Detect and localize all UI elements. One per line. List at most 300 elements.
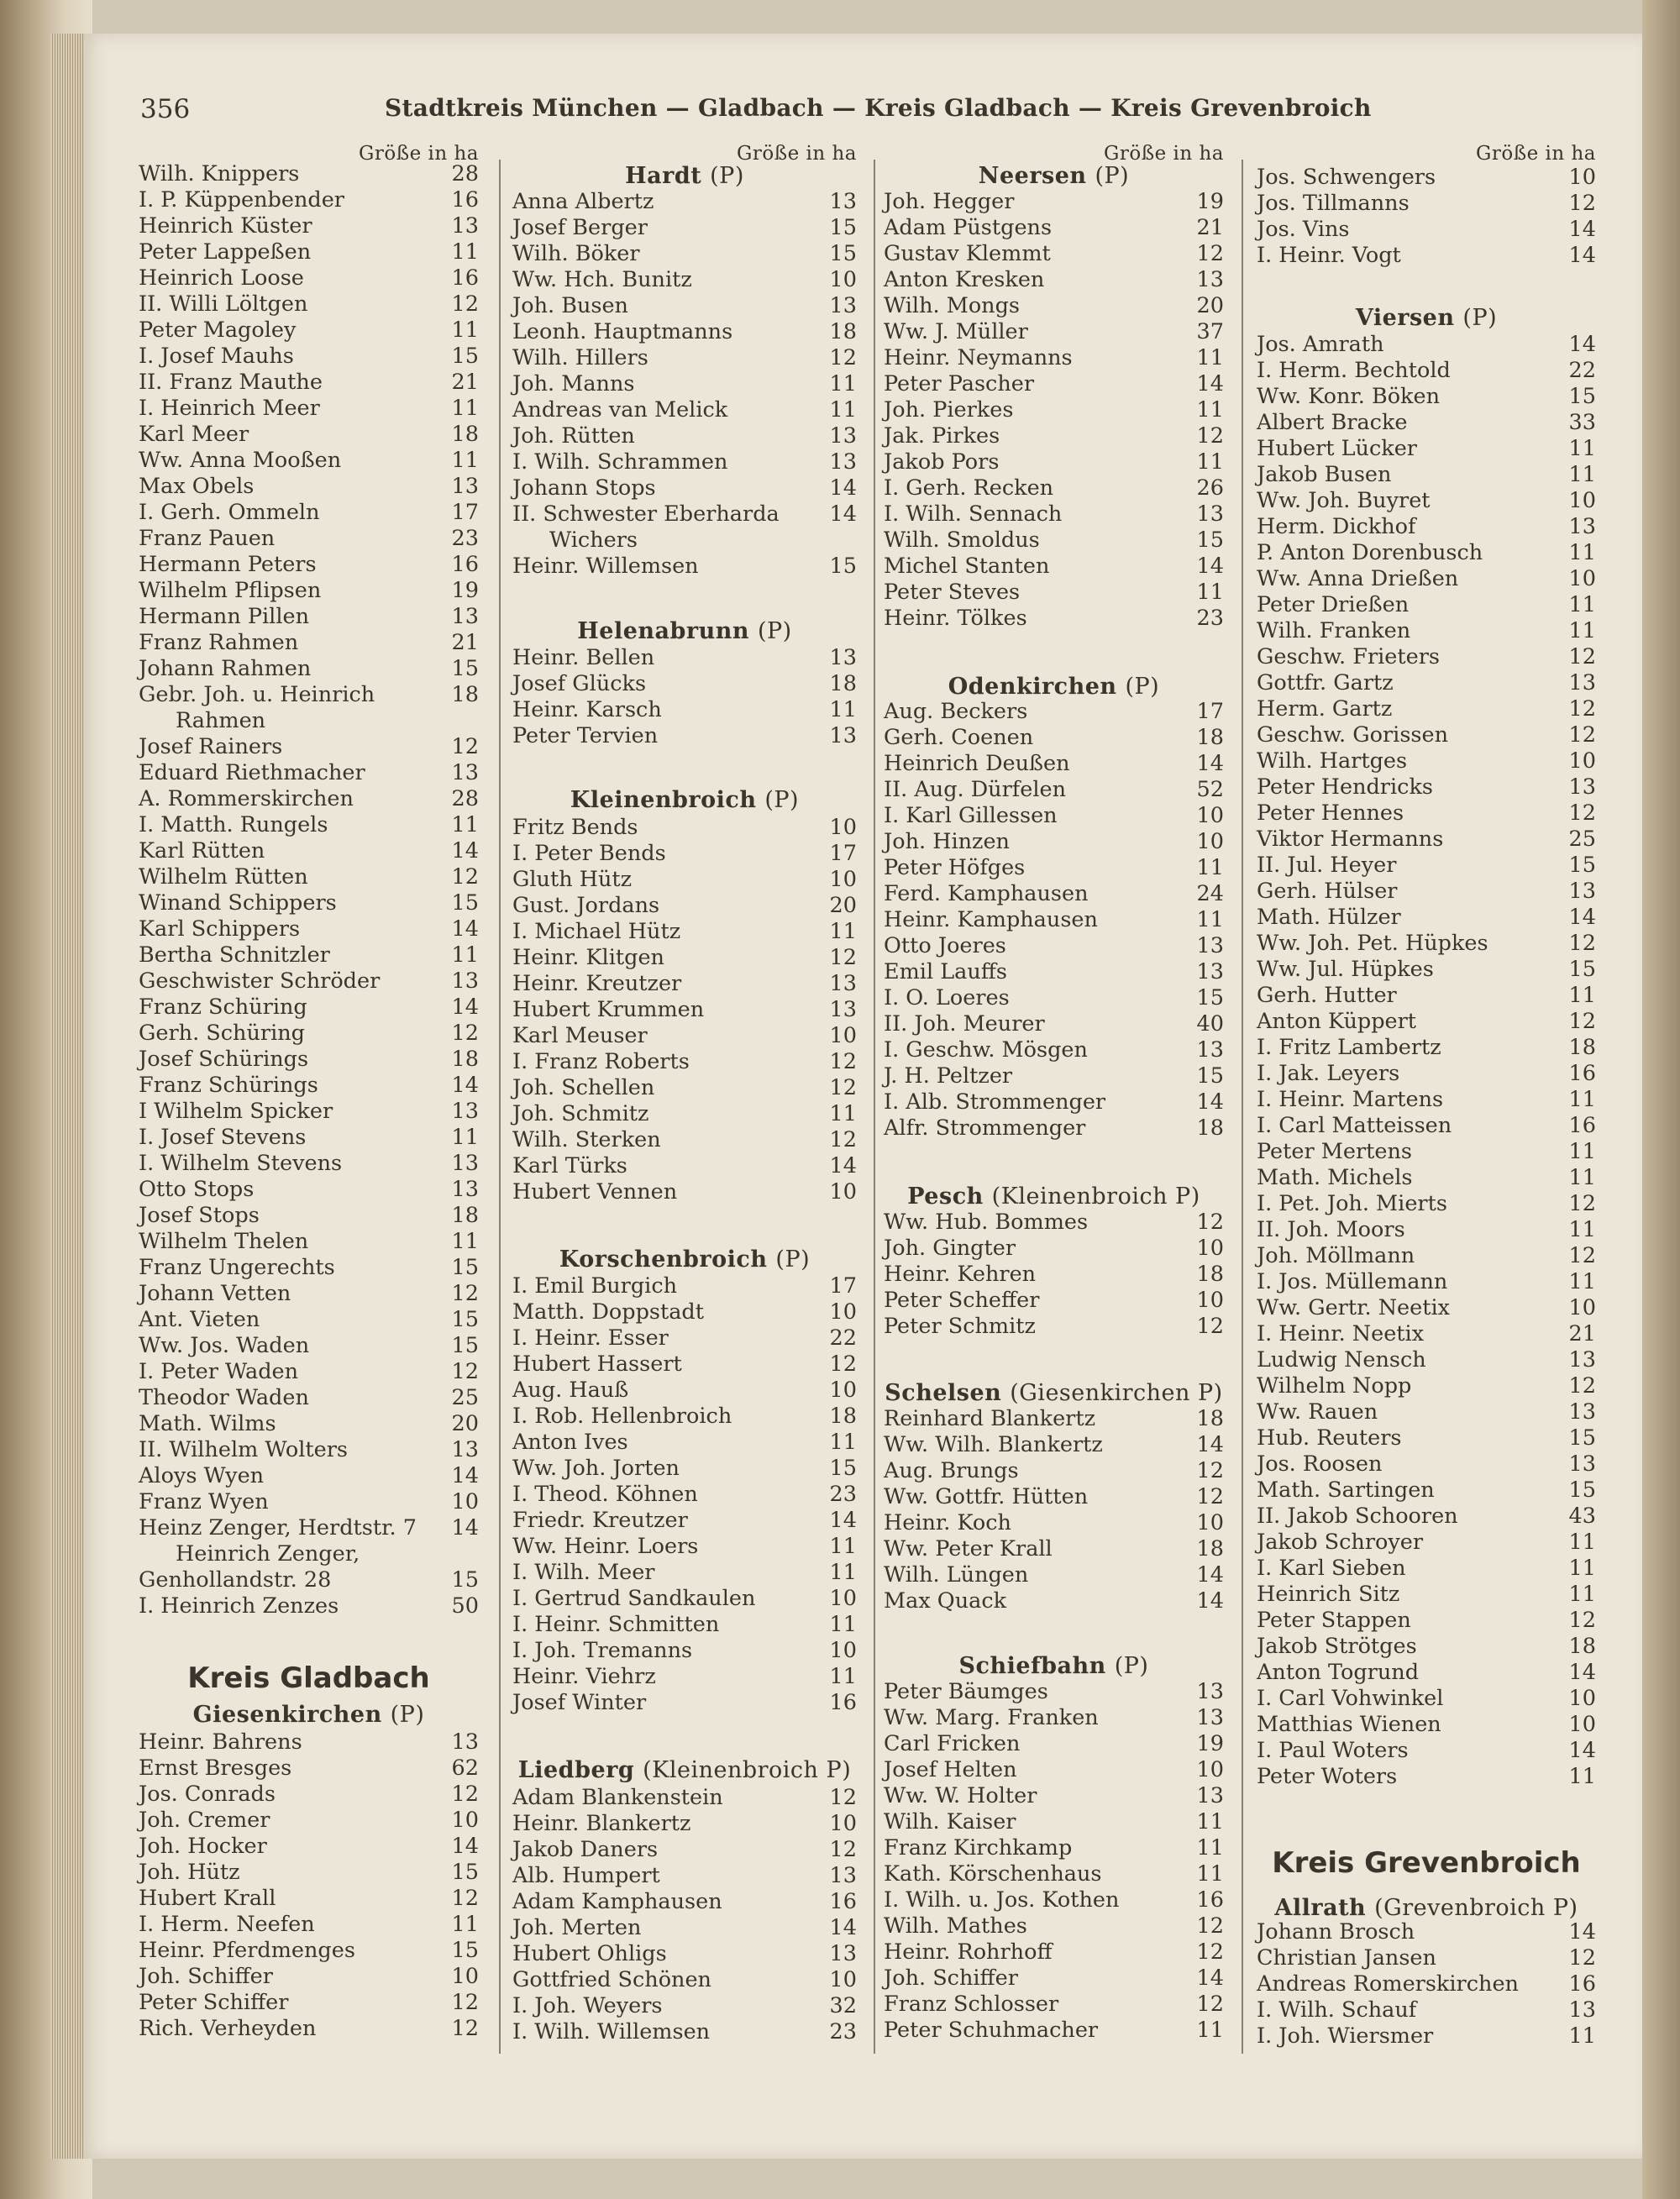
table-row [1257, 1634, 1596, 1659]
table-row [512, 1915, 857, 1940]
owner-name: Jakob Strötges [1257, 1634, 1417, 1659]
owner-name: Ww. Heinr. Loers [512, 1534, 699, 1559]
owner-name: Friedr. Kreutzer [512, 1508, 688, 1533]
owner-name: Otto Stops [139, 1177, 255, 1202]
owner-name: Josef Stops [139, 1203, 260, 1228]
area-ha: 13 [829, 997, 857, 1022]
owner-name: Bertha Schnitzler [139, 942, 330, 968]
table-row [139, 448, 479, 473]
table-row [1257, 514, 1596, 539]
table-row [139, 422, 479, 447]
section-tag: (Giesenkirchen P) [1010, 1380, 1223, 1406]
owner-name: II. Franz Mauthe [139, 370, 323, 395]
area-ha: 20 [1196, 293, 1224, 318]
area-ha: 20 [829, 893, 857, 918]
area-ha: 12 [1568, 1608, 1596, 1633]
owner-name: I. Alb. Strommenger [884, 1089, 1106, 1115]
owner-name: Geschwister Schröder [139, 968, 381, 994]
area-ha: 12 [1568, 1191, 1596, 1216]
area-ha: 11 [451, 1912, 479, 1937]
owner-name: Herm. Dickhof [1257, 514, 1416, 539]
table-row [884, 423, 1224, 449]
section-name: Neersen [978, 163, 1087, 189]
table-row [512, 723, 857, 748]
section-tag: (P) [390, 1702, 425, 1728]
area-ha: 21 [1568, 1321, 1596, 1346]
area-ha: 14 [451, 1463, 479, 1488]
table-row [884, 1809, 1224, 1834]
table-row [512, 1404, 857, 1429]
area-ha: 11 [1196, 1861, 1224, 1887]
owner-name: I. Paul Woters [1257, 1738, 1409, 1763]
owner-name: I. Heinrich Zenzes [139, 1593, 339, 1619]
column-header: Größe in ha [736, 143, 857, 165]
area-ha: 11 [1568, 1530, 1596, 1555]
table-row [884, 1484, 1224, 1509]
owner-name: Heinr. Kamphausen [884, 907, 1098, 932]
section-name: Schiefbahn [958, 1653, 1106, 1679]
area-ha: 12 [1196, 1210, 1224, 1235]
area-ha: 14 [1568, 1738, 1596, 1763]
area-ha: 11 [451, 1229, 479, 1254]
owner-name: Jos. Amrath [1257, 332, 1384, 357]
owner-name: Fritz Bends [512, 815, 638, 840]
area-ha: 11 [829, 1664, 857, 1689]
owner-name: Albert Bracke [1257, 410, 1408, 435]
table-row [1257, 191, 1596, 216]
table-row [884, 319, 1224, 344]
table-row [1257, 1451, 1596, 1477]
owner-name: I. Rob. Hellenbroich [512, 1404, 732, 1429]
owner-name: I. Carl Matteissen [1257, 1113, 1452, 1138]
table-row [884, 1965, 1224, 1991]
table-row [884, 397, 1224, 422]
area-ha: 21 [1196, 215, 1224, 240]
area-ha: 13 [451, 1729, 479, 1755]
owner-name: Joh. Schmitz [512, 1101, 649, 1126]
owner-name: Matthias Wienen [1257, 1712, 1441, 1737]
owner-name: Franz Schlosser [884, 1992, 1059, 2017]
table-row [139, 1912, 479, 1937]
owner-name: Herm. Gartz [1257, 696, 1393, 722]
area-ha: 11 [451, 942, 479, 968]
owner-name: Josef Rainers [139, 734, 283, 759]
owner-name: A. Rommerskirchen [139, 786, 354, 811]
owner-name: Joh. Schiffer [139, 1964, 273, 1989]
owner-name: Wilhelm Rütten [139, 864, 308, 890]
area-ha: 14 [451, 1515, 479, 1540]
owner-name: Karl Schippers [139, 916, 301, 942]
table-row [139, 552, 479, 577]
area-ha: 13 [1568, 514, 1596, 539]
area-ha: 11 [1196, 345, 1224, 370]
owner-name: Wilh. Smoldus [884, 527, 1040, 553]
owner-name: I. Wilh. Willemsen [512, 2019, 711, 2044]
area-ha: 11 [829, 1430, 857, 1455]
table-row [512, 345, 857, 370]
area-ha: 12 [451, 2016, 479, 2041]
area-ha: 14 [1196, 1562, 1224, 1588]
area-ha: 11 [829, 1534, 857, 1559]
table-row [512, 293, 857, 318]
owner-name: Hub. Reuters [1257, 1425, 1402, 1451]
owner-name: Wichers [549, 527, 638, 553]
owner-name: Wilh. Lüngen [884, 1562, 1029, 1588]
area-ha: 18 [829, 671, 857, 696]
table-row [884, 959, 1224, 984]
area-ha: 19 [451, 578, 479, 603]
table-row [512, 1811, 857, 1836]
owner-name: I. Joh. Tremanns [512, 1638, 693, 1663]
area-ha: 18 [1196, 1262, 1224, 1287]
page-number: 356 [140, 94, 191, 124]
owner-name: Jos. Roosen [1257, 1451, 1383, 1477]
table-row [884, 267, 1224, 292]
owner-name: Math. Hülzer [1257, 905, 1401, 930]
area-ha: 14 [451, 1834, 479, 1859]
owner-name: Heinr. Blankertz [512, 1811, 691, 1836]
owner-name: Wilh. Knippers [139, 161, 300, 186]
owner-name: Adam Püstgens [884, 215, 1053, 240]
owner-name: Franz Schürings [139, 1073, 318, 1098]
owner-name: I. Karl Sieben [1257, 1556, 1406, 1581]
column-divider [499, 160, 501, 2054]
table-row [884, 1314, 1224, 1339]
owner-name: I. Carl Vohwinkel [1257, 1686, 1444, 1711]
area-ha: 11 [1196, 1809, 1224, 1834]
area-ha: 15 [1568, 957, 1596, 982]
table-row [1257, 1139, 1596, 1164]
owner-name: Peter Magoley [139, 318, 297, 343]
area-ha: 11 [829, 1612, 857, 1637]
table-row [1257, 618, 1596, 643]
area-ha: 12 [451, 1281, 479, 1306]
area-ha: 23 [1196, 606, 1224, 631]
table-row [884, 803, 1224, 828]
area-ha: 16 [829, 1690, 857, 1715]
table-row [884, 1562, 1224, 1588]
table-row [884, 371, 1224, 396]
table-row [139, 344, 479, 369]
table-row [884, 1089, 1224, 1115]
owner-name: I. Jak. Leyers [1257, 1061, 1400, 1086]
area-ha: 17 [1196, 699, 1224, 724]
owner-name: II. Wilhelm Wolters [139, 1437, 348, 1462]
section-name: Allrath [1274, 1895, 1367, 1921]
area-ha: 10 [829, 1638, 857, 1663]
owner-name: Heinrich Küster [139, 213, 312, 239]
area-ha: 14 [451, 916, 479, 942]
owner-name: Heinr. Kehren [884, 1262, 1037, 1287]
owner-name: Ww. Gottfr. Hütten [884, 1484, 1089, 1509]
section-tag: (P) [710, 163, 744, 189]
owner-name: Gerh. Coenen [884, 725, 1034, 750]
owner-name: Peter Schiffer [139, 1990, 289, 2015]
table-row [884, 501, 1224, 527]
owner-name: Ww. Wilh. Blankertz [884, 1432, 1103, 1457]
table-row [512, 1325, 857, 1351]
owner-name: Karl Rütten [139, 838, 265, 863]
area-ha: 13 [451, 968, 479, 994]
table-row [884, 189, 1224, 214]
owner-name: Otto Joeres [884, 933, 1006, 958]
table-row [512, 1837, 857, 1862]
owner-name: II. Jul. Heyer [1257, 853, 1397, 878]
owner-name: I. O. Loeres [884, 985, 1010, 1010]
area-ha: 12 [829, 1075, 857, 1100]
owner-name: Josef Helten [884, 1757, 1017, 1782]
table-row [884, 1236, 1224, 1261]
area-ha: 14 [451, 1073, 479, 1098]
section-tag: (Kleinenbroich P) [643, 1757, 852, 1783]
table-row [512, 997, 857, 1022]
area-ha: 15 [451, 890, 479, 916]
owner-name: Heinr. Bellen [512, 645, 655, 670]
area-ha: 10 [1568, 566, 1596, 591]
owner-name: Wilh. Hillers [512, 345, 648, 370]
section-heading [884, 1653, 1224, 1679]
table-row [884, 1288, 1224, 1313]
column-1 [139, 143, 479, 2075]
owner-name: Wilh. Kaiser [884, 1809, 1016, 1834]
owner-name: Gebr. Joh. u. Heinrich [139, 682, 375, 707]
area-ha: 15 [451, 1333, 479, 1358]
table-row [512, 815, 857, 840]
page-header: Stadtkreis München — Gladbach — Kreis Gladbach — Kreis Grevenbroich [385, 94, 1372, 122]
section-heading [1257, 305, 1596, 331]
owner-name: Alfr. Strommenger [884, 1115, 1086, 1141]
section-tag: (P) [757, 618, 792, 644]
owner-name: Ww. Joh. Jorten [512, 1456, 680, 1481]
table-row [1257, 217, 1596, 242]
table-row [884, 1262, 1224, 1287]
owner-name: Hubert Ohligs [512, 1941, 667, 1966]
owner-name: Anton Kresken [884, 267, 1045, 292]
owner-name: I. Joh. Weyers [512, 1993, 663, 2018]
area-ha: 10 [1196, 1757, 1224, 1782]
area-ha: 11 [1196, 855, 1224, 880]
table-row [884, 1731, 1224, 1756]
area-ha: 10 [1196, 803, 1224, 828]
owner-name: I. Heinr. Vogt [1257, 243, 1401, 268]
table-row [512, 1378, 857, 1403]
owner-name: Wilh. Hartges [1257, 748, 1408, 774]
table-row [139, 682, 479, 707]
owner-name: Anna Albertz [512, 189, 654, 214]
owner-name: Ww. Peter Krall [884, 1536, 1053, 1561]
table-row [139, 1047, 479, 1072]
area-ha: 15 [829, 554, 857, 579]
area-ha: 12 [1196, 1314, 1224, 1339]
table-row [1257, 1686, 1596, 1711]
table-row [512, 501, 857, 527]
table-row [884, 345, 1224, 370]
owner-name: Joh. Pierkes [884, 397, 1014, 422]
owner-name: Ww. Hch. Bunitz [512, 267, 692, 292]
owner-name: I. Fritz Lambertz [1257, 1035, 1441, 1060]
area-ha: 13 [829, 189, 857, 214]
table-row [139, 1489, 479, 1514]
area-ha: 12 [451, 1886, 479, 1911]
area-ha: 19 [1196, 1731, 1224, 1756]
table-row [1257, 1530, 1596, 1555]
table-row [1257, 165, 1596, 190]
owner-name: Gust. Jordans [512, 893, 660, 918]
table-row [884, 241, 1224, 266]
area-ha: 11 [451, 1125, 479, 1150]
table-row [884, 777, 1224, 802]
table-row [512, 1560, 857, 1585]
area-ha: 15 [1568, 1477, 1596, 1503]
owner-name: I. Pet. Joh. Mierts [1257, 1191, 1447, 1216]
section-tag: (P) [1125, 674, 1160, 700]
section-name: Korschenbroich [559, 1246, 768, 1273]
owner-name: Wilhelm Pflipsen [139, 578, 322, 603]
area-ha: 14 [1568, 905, 1596, 930]
table-row [512, 527, 857, 553]
owner-name: Peter Höfges [884, 855, 1026, 880]
area-ha: 11 [1568, 436, 1596, 461]
table-row [884, 1458, 1224, 1483]
area-ha: 13 [451, 604, 479, 629]
owner-name: Ww. Joh. Pet. Hüpkes [1257, 931, 1488, 956]
table-row [139, 1593, 479, 1619]
area-ha: 13 [829, 645, 857, 670]
table-row [512, 215, 857, 240]
area-ha: 13 [1196, 1783, 1224, 1808]
area-ha: 13 [1196, 1705, 1224, 1730]
table-row [512, 971, 857, 996]
owner-name: Anton Togrund [1257, 1660, 1420, 1685]
owner-name: Heinr. Tölkes [884, 606, 1027, 631]
table-row [139, 786, 479, 811]
table-row [1257, 827, 1596, 852]
table-row [1257, 957, 1596, 982]
owner-name: Joh. Möllmann [1257, 1243, 1415, 1268]
owner-name: Jak. Pirkes [884, 423, 1000, 449]
area-ha: 25 [451, 1385, 479, 1410]
area-ha: 15 [451, 1860, 479, 1885]
column-header: Größe in ha [1475, 143, 1596, 165]
table-row [139, 864, 479, 890]
owner-name: Aug. Brungs [884, 1458, 1019, 1483]
table-row [1257, 1919, 1596, 1944]
table-row [139, 1177, 479, 1202]
owner-name: Hubert Hassert [512, 1351, 682, 1377]
owner-name: Gluth Hütz [512, 867, 633, 892]
area-ha: 13 [1568, 774, 1596, 800]
owner-name: Heinrich Zenger, [176, 1541, 360, 1567]
table-row [1257, 1087, 1596, 1112]
table-row [512, 554, 857, 579]
table-row [884, 1115, 1224, 1141]
table-row [1257, 410, 1596, 435]
section-heading [884, 674, 1224, 700]
area-ha: 12 [829, 345, 857, 370]
section-tag: (P) [1114, 1653, 1149, 1679]
owner-name: Ww. Jul. Hüpkes [1257, 957, 1434, 982]
owner-name: Heinr. Willemsen [512, 554, 699, 579]
column-4 [1257, 143, 1596, 2075]
area-ha: 13 [829, 423, 857, 449]
table-row [1257, 1556, 1596, 1581]
owner-name: Joh. Busen [512, 293, 628, 318]
area-ha: 11 [829, 371, 857, 396]
table-row [512, 645, 857, 670]
area-ha: 16 [1568, 1113, 1596, 1138]
area-ha: 13 [451, 1099, 479, 1124]
area-ha: 18 [451, 682, 479, 707]
table-row [139, 239, 479, 265]
table-row [1257, 696, 1596, 722]
area-ha: 13 [829, 723, 857, 748]
area-ha: 62 [451, 1756, 479, 1781]
area-ha: 15 [451, 1567, 479, 1593]
area-ha: 23 [829, 1482, 857, 1507]
owner-name: Hubert Krummen [512, 997, 705, 1022]
area-ha: 23 [829, 2019, 857, 2044]
area-ha: 11 [451, 396, 479, 421]
area-ha: 16 [451, 187, 479, 213]
table-row [884, 580, 1224, 605]
area-ha: 12 [1196, 423, 1224, 449]
table-row [884, 881, 1224, 906]
column-divider [874, 160, 875, 2054]
owner-name: Josef Berger [512, 215, 648, 240]
area-ha: 12 [451, 1990, 479, 2015]
owner-name: Hubert Vennen [512, 1179, 678, 1204]
table-row [884, 1887, 1224, 1913]
table-row [139, 890, 479, 916]
table-row [139, 1515, 479, 1540]
table-row [139, 1385, 479, 1410]
owner-name: Wilhelm Nopp [1257, 1373, 1412, 1399]
table-row [884, 699, 1224, 724]
table-row [139, 318, 479, 343]
table-row [512, 1967, 857, 1992]
table-row [139, 1099, 479, 1124]
area-ha: 10 [829, 1586, 857, 1611]
owner-name: I. Wilh. Schrammen [512, 449, 728, 475]
owner-name: Joh. Gingter [884, 1236, 1016, 1261]
area-ha: 10 [1568, 1686, 1596, 1711]
owner-name: Franz Schüring [139, 995, 307, 1020]
owner-name: Hubert Lücker [1257, 436, 1417, 461]
table-row [1257, 1504, 1596, 1529]
table-row [512, 397, 857, 422]
table-row [139, 1834, 479, 1859]
area-ha: 13 [1568, 1451, 1596, 1477]
owner-name: Ant. Vieten [139, 1307, 260, 1332]
owner-name: Joh. Hocker [139, 1834, 267, 1859]
area-ha: 10 [1568, 748, 1596, 774]
section-tag: (P) [1095, 163, 1130, 189]
area-ha: 12 [1568, 931, 1596, 956]
area-ha: 14 [1196, 1089, 1224, 1115]
owner-name: Gottfr. Gartz [1257, 670, 1394, 695]
table-row [1257, 243, 1596, 268]
table-row [1257, 1477, 1596, 1503]
area-ha: 11 [829, 1101, 857, 1126]
section-name: Helenabrunn [577, 618, 750, 644]
owner-name: Joh. Manns [512, 371, 635, 396]
section-tag: (Kleinenbroich P) [991, 1183, 1200, 1210]
owner-name: Heinrich Deußen [884, 751, 1070, 776]
owner-name: Geschw. Gorissen [1257, 722, 1449, 748]
owner-name: Peter Tervien [512, 723, 659, 748]
table-row [884, 1536, 1224, 1561]
owner-name: Genhollandstr. 28 [139, 1567, 332, 1593]
